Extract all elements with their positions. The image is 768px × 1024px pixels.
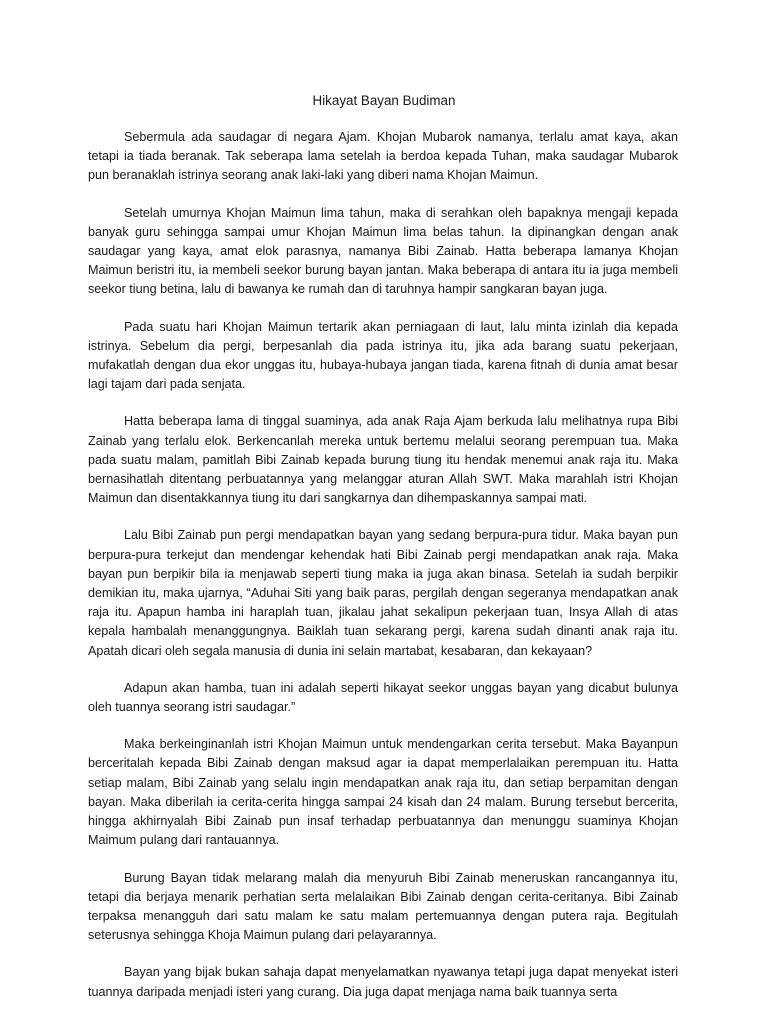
document-body [88,128,678,1020]
paragraph-1: Sebermula ada saudagar di negara Ajam. Khojan Mubarok namanya, terlalu amat kaya, akan tetapi ia tiada beranak. Tak seberapa lama setelah ia berdoa kepada Tuhan, maka saudagar Mubarok pun beranaklah istrinya seorang anak laki-laki yang diberi nama Khojan Maimun. [88,130,678,183]
paragraph-2: Setelah umurnya Khojan Maimun lima tahun, maka di serahkan oleh bapaknya mengaji kepada banyak guru sehingga sampai umur Khojan Maimun lima belas tahun. Ia dipinangkan dengan anak saudagar yang kaya, amat elok parasnya, namanya Bibi Zainab. Hatta beberapa lamanya Khojan Maimun beristri itu, ia membeli seekor burung bayan jantan. Maka beberapa di antara itu ia juga membeli seekor tiung betina, lalu di bawanya ke rumah dan di taruhnya hampir sangkaran bayan juga. [88,205,678,297]
paragraph-9: Bayan yang bijak bukan sahaja dapat menyelamatkan nyawanya tetapi juga dapat menyekat isteri tuannya daripada menjadi isteri yang curang. Dia juga dapat menjaga nama baik tuannya serta [88,965,678,999]
document-title: Hikayat Bayan Budiman [312,93,456,108]
paragraph-5: Lalu Bibi Zainab pun pergi mendapatkan bayan yang sedang berpura-pura tidur. Maka bayan pun berpura-pura terkejut dan mendengar kehendak hati Bibi Zainab pergi mendapatkan anak raja. Maka bayan pun berpikir bila ia menjawab seperti tiung maka ia juga akan binasa. Setelah ia sudah berpikir demikian itu, maka ujarnya, “Aduhai Siti yang baik paras, pergilah dengan segeranya mendapatkan anak raja itu. Apapun hamba ini haraplah tuan, jikalau jahat sekalipun pekerjaan tuan, Insya Allah di atas kepala hambalah menanggungnya. Baiklah tuan sekarang pergi, karena sudah dinanti anak raja itu. Apatah dicari oleh segala manusia di dunia ini selain martabat, kesabaran, dan kekayaan? [88,528,678,658]
paragraph-3: Pada suatu hari Khojan Maimun tertarik akan perniagaan di laut, lalu minta izinlah dia kepada istrinya. Sebelum dia pergi, berpesanlah dia pada istrinya itu, jika ada barang suatu pekerjaan, mufakatlah dengan dua ekor unggas itu, hubaya-hubaya jangan tiada, karena fitnah di dunia amat besar lagi tajam dari pada senjata. [88,319,678,392]
paragraph-6: Adapun akan hamba, tuan ini adalah seperti hikayat seekor unggas bayan yang dicabut bulunya oleh tuannya seorang istri saudagar.” [88,680,678,715]
paragraph-7: Maka berkeinginanlah istri Khojan Maimun untuk mendengarkan cerita tersebut. Maka Bayanpun berceritalah kepada Bibi Zainab dengan maksud agar ia dapat memperlalaikan perempuan itu. Hatta setiap malam, Bibi Zainab yang selalu ingin mendapatkan anak raja itu, dan setiap berpamitan dengan bayan. Maka diberilah ia cerita-cerita hingga sampai 24 kisah dan 24 malam. Burung tersebut bercerita, hingga akhirnyalah Bibi Zainab pun insaf terhadap perbuatannya dan menunggu suaminya Khojan Maimum pulang dari rantauannya. [88,737,678,848]
paragraph-8: Burung Bayan tidak melarang malah dia menyuruh Bibi Zainab meneruskan rancangannya itu, tetapi dia berjaya menarik perhatian serta melalaikan Bibi Zainab dengan cerita-ceritanya. Bibi Zainab terpaksa menangguh dari satu malam ke satu malam pertemuannya dengan putera raja. Begitulah seterusnya sehingga Khoja Maimun pulang dari pelayarannya. [88,870,678,943]
paragraph-4: Hatta beberapa lama di tinggal suaminya, ada anak Raja Ajam berkuda lalu melihatnya rupa Bibi Zainab yang terlalu elok. Berkencanlah mereka untuk bertemu melalui seorang perempuan tua. Maka pada suatu malam, pamitlah Bibi Zainab kepada burung tiung itu hendak menemui anak raja itu. Maka bernasihatlah ditentang perbuatannya yang melanggar aturan Allah SWT. Maka marahlah istri Khojan Maimun dan disentakkannya tiung itu dari sangkarnya dan dihempaskannya sampai mati. [88,414,678,506]
